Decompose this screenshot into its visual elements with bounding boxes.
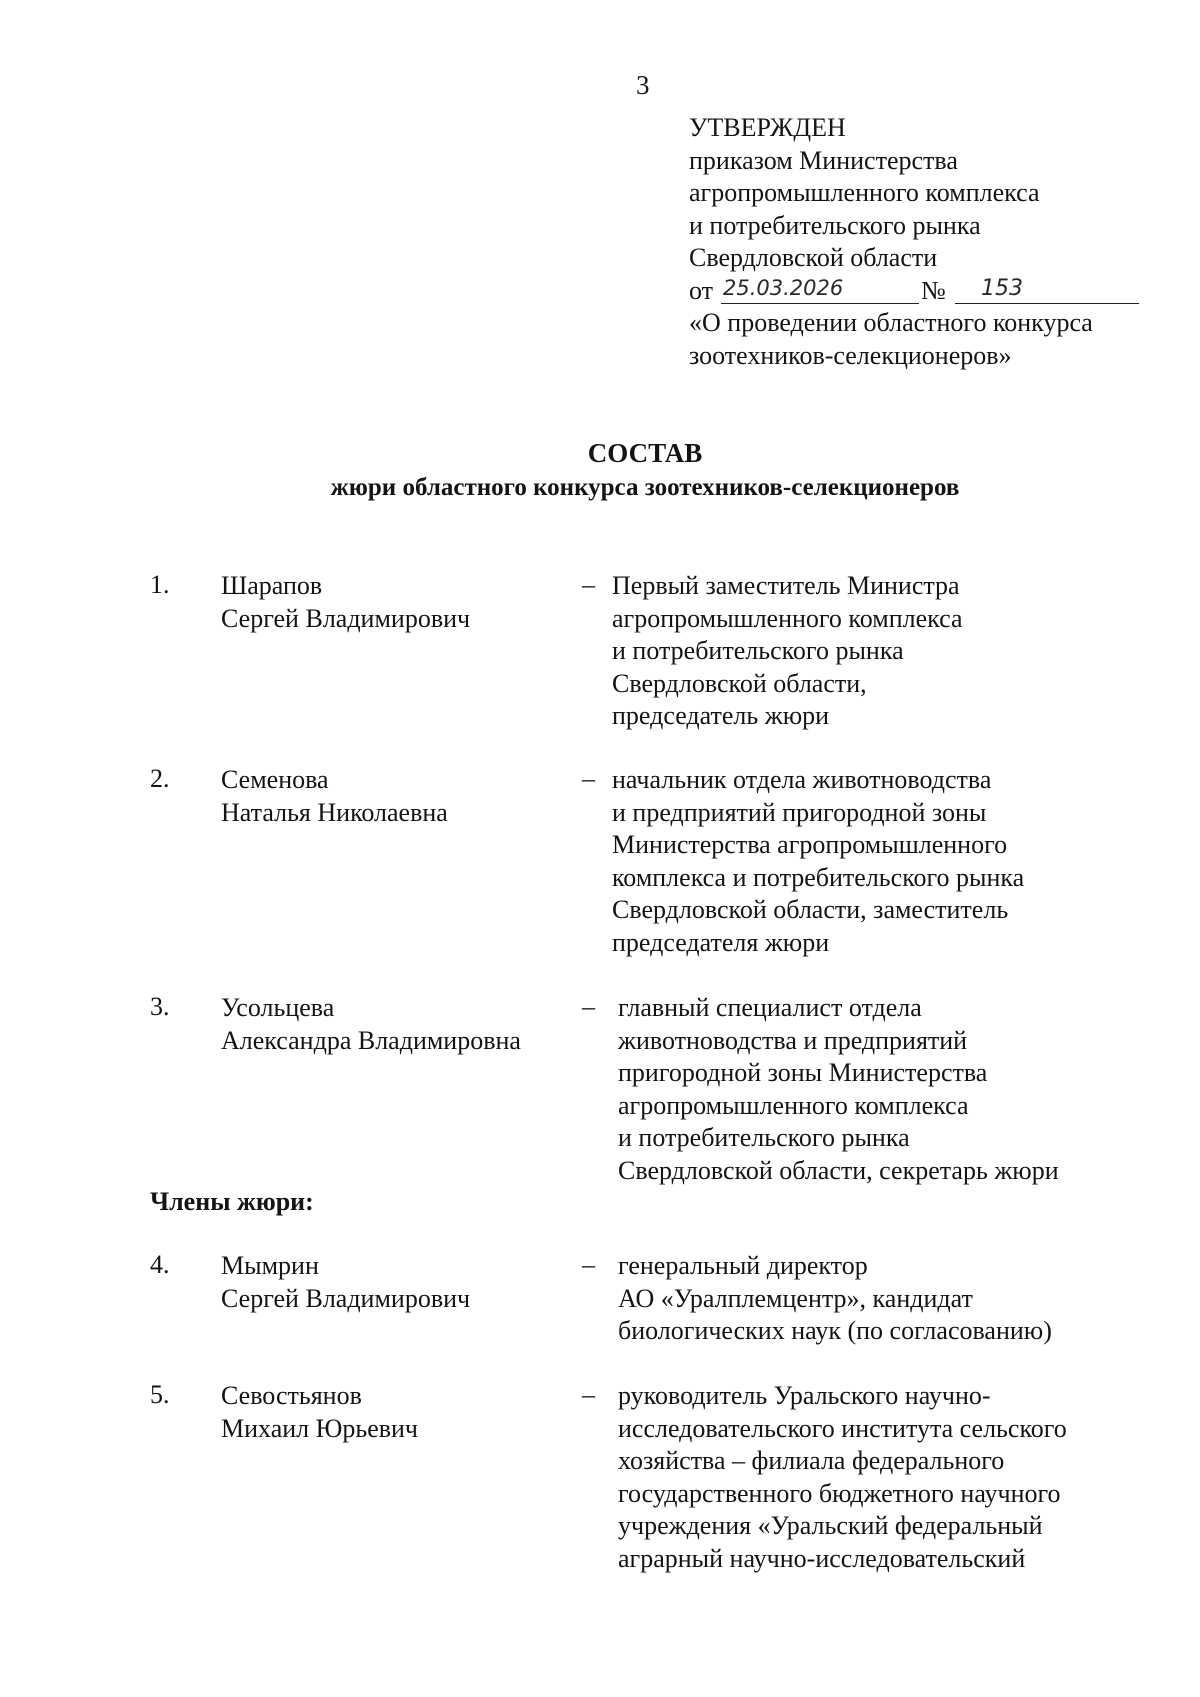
member-name [221,764,448,829]
entry-number: 2. [150,764,170,793]
member-given-name: Александра Владимировна [221,1025,521,1055]
member-role [618,1380,1067,1575]
role-line: комплекса и потребительского рынка [612,862,1025,892]
member-name [221,570,470,635]
page-number: 3 [636,70,650,100]
member-given-name: Сергей Владимирович [221,1283,471,1313]
approval-subject-line: зоотехников-селекционеров» [689,340,1012,370]
role-line: биологических наук (по согласованию) [618,1316,1052,1345]
role-line: учреждения «Уральский федеральный [618,1511,1043,1540]
role-line: председатель жюри [612,701,830,730]
role-line: руководитель Уральского научно- [618,1381,991,1410]
role-line: животноводства и предприятий [618,1025,968,1055]
order-prefix: от [689,275,714,305]
role-line: председателя жюри [612,927,830,957]
approval-line: приказом Министерства [689,145,958,175]
order-line [689,275,1093,308]
member-surname: Усольцева [221,993,335,1022]
role-line: Первый заместитель Министра [612,571,960,600]
member-role [612,764,1024,959]
entry-number: 5. [150,1380,170,1409]
role-line: агропромышленного комплекса [612,603,963,633]
role-line: и потребительского рынка [618,1123,910,1152]
role-line: Свердловской области, [612,668,867,698]
document-title: СОСТАВ [587,438,703,468]
entry-number: 1. [150,570,170,599]
order-number-label: № [921,275,946,305]
document-subtitle: жюри областного конкурса зоотехников-селекционеров [330,474,960,501]
role-line: пригородной зоны Министерства [618,1058,988,1087]
dash-separator: – [582,764,595,793]
role-line: аграрный научно-исследовательский [618,1543,1026,1573]
order-date-handwritten: 25.03.2026 [721,275,919,304]
member-given-name: Наталья Николаевна [221,797,448,827]
approval-title: УТВЕРЖДЕН [689,113,846,142]
member-given-name: Сергей Владимирович [221,603,471,633]
dash-separator: – [582,1250,595,1279]
approval-line: агропромышленного комплекса [689,178,1040,207]
role-line: генеральный директор [618,1251,868,1280]
dash-separator: – [582,992,595,1021]
role-line: агропромышленного комплекса [618,1090,969,1120]
role-line: Министерства агропромышленного [612,830,1008,859]
role-line: и потребительского рынка [612,636,904,665]
approval-line: и потребительского рынка [689,210,981,240]
approval-line: Свердловской области [689,243,938,272]
member-name [221,1250,470,1315]
role-line: государственного бюджетного научного [618,1478,1061,1508]
approval-subject-line: «О проведении областного конкурса [689,308,1093,337]
member-surname: Мымрин [221,1251,319,1280]
role-line: исследовательского института сельского [618,1413,1067,1443]
member-surname: Шарапов [221,571,323,600]
member-given-name: Михаил Юрьевич [221,1413,419,1443]
dash-separator: – [582,1380,595,1409]
member-surname: Севостьянов [221,1381,362,1410]
role-line: АО «Уралплемцентр», кандидат [618,1283,973,1313]
member-role [612,570,963,733]
role-line: главный специалист отдела [618,993,922,1022]
role-line: Свердловской области, секретарь жюри [618,1155,1059,1185]
member-name [221,1380,418,1445]
role-line: начальник отдела животноводства [612,765,992,794]
member-role [618,992,1059,1187]
approval-block [689,112,1093,372]
members-heading: Члены жюри: [150,1187,314,1216]
role-line: и предприятий пригородной зоны [612,797,987,827]
entry-number: 3. [150,992,170,1021]
role-line: Свердловской области, заместитель [612,895,1009,924]
member-surname: Семенова [221,765,329,794]
member-role [618,1250,1052,1348]
role-line: хозяйства – филиала федерального [618,1446,1005,1475]
member-name [221,992,521,1057]
entry-number: 4. [150,1250,170,1279]
dash-separator: – [582,570,595,599]
order-number-handwritten: 153 [955,275,1139,304]
